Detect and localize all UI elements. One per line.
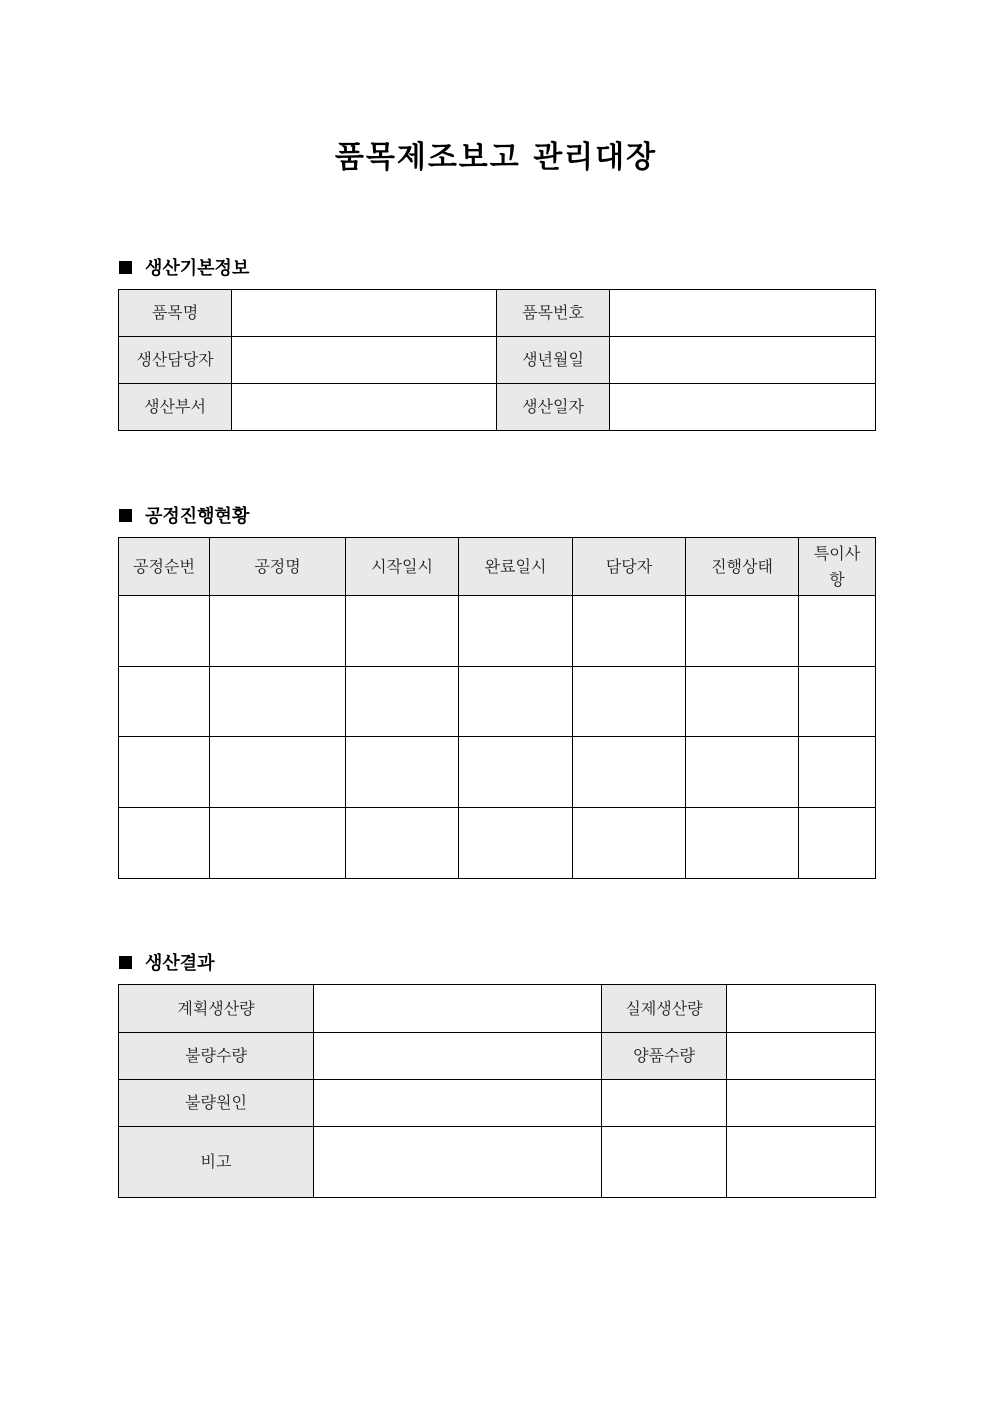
table-cell[interactable]: [459, 596, 573, 667]
actual-qty-field[interactable]: [727, 985, 876, 1033]
actual-qty-label: 실제생산량: [602, 985, 727, 1033]
table-row: [119, 290, 876, 337]
table-row: [119, 667, 876, 737]
col-header-notes: 특이사항: [799, 538, 876, 596]
table-row: [119, 337, 876, 384]
table-cell[interactable]: [346, 596, 459, 667]
table-cell[interactable]: [459, 667, 573, 737]
remarks-field[interactable]: [314, 1127, 602, 1198]
table-cell[interactable]: [727, 1127, 876, 1198]
square-bullet-icon: [119, 261, 132, 274]
good-qty-label: 양품수량: [602, 1033, 727, 1080]
table-cell[interactable]: [210, 808, 346, 879]
table-cell[interactable]: [573, 667, 686, 737]
item-number-field[interactable]: [610, 290, 876, 337]
col-header-start-time: 시작일시: [346, 538, 459, 596]
table-row: [119, 596, 876, 667]
table-header-row: [119, 538, 876, 596]
col-header-process-seq: 공정순번: [119, 538, 210, 596]
planned-qty-field[interactable]: [314, 985, 602, 1033]
result-heading-text: 생산결과: [145, 953, 215, 974]
square-bullet-icon: [119, 509, 132, 522]
birth-date-field[interactable]: [610, 337, 876, 384]
basic-info-table: [118, 289, 876, 431]
table-row: [119, 808, 876, 879]
table-cell[interactable]: [799, 596, 876, 667]
col-header-assignee: 담당자: [573, 538, 686, 596]
production-manager-label: 생산담당자: [119, 337, 232, 384]
table-row: [119, 737, 876, 808]
process-table: [118, 537, 876, 879]
table-cell[interactable]: [602, 1080, 727, 1127]
square-bullet-icon: [119, 956, 132, 969]
process-heading: [119, 502, 249, 528]
table-cell[interactable]: [686, 667, 799, 737]
basic-info-heading-text: 생산기본정보: [145, 258, 250, 279]
table-cell[interactable]: [799, 808, 876, 879]
table-row: [119, 985, 876, 1033]
table-cell[interactable]: [686, 737, 799, 808]
table-row: [119, 384, 876, 431]
process-heading-text: 공정진행현황: [145, 506, 250, 527]
remarks-label: 비고: [119, 1127, 314, 1198]
result-heading: [119, 949, 215, 975]
item-name-field[interactable]: [232, 290, 497, 337]
table-cell[interactable]: [119, 596, 210, 667]
table-cell[interactable]: [210, 737, 346, 808]
table-cell[interactable]: [119, 737, 210, 808]
production-date-label: 생산일자: [497, 384, 610, 431]
table-cell[interactable]: [210, 667, 346, 737]
col-header-process-name: 공정명: [210, 538, 346, 596]
table-cell[interactable]: [119, 808, 210, 879]
table-cell[interactable]: [346, 808, 459, 879]
birth-date-label: 생년월일: [497, 337, 610, 384]
production-dept-label: 생산부서: [119, 384, 232, 431]
basic-info-heading: [119, 254, 249, 280]
table-cell[interactable]: [573, 737, 686, 808]
col-header-end-time: 완료일시: [459, 538, 573, 596]
table-cell[interactable]: [346, 737, 459, 808]
table-cell[interactable]: [602, 1127, 727, 1198]
item-number-label: 품목번호: [497, 290, 610, 337]
table-cell[interactable]: [799, 667, 876, 737]
table-cell[interactable]: [686, 596, 799, 667]
production-manager-field[interactable]: [232, 337, 497, 384]
planned-qty-label: 계획생산량: [119, 985, 314, 1033]
production-date-field[interactable]: [610, 384, 876, 431]
table-row: [119, 1080, 876, 1127]
table-cell[interactable]: [119, 667, 210, 737]
result-table: [118, 984, 876, 1198]
good-qty-field[interactable]: [727, 1033, 876, 1080]
defect-cause-field[interactable]: [314, 1080, 602, 1127]
table-row: [119, 1127, 876, 1198]
col-header-status: 진행상태: [686, 538, 799, 596]
defect-qty-label: 불량수량: [119, 1033, 314, 1080]
table-cell[interactable]: [799, 737, 876, 808]
production-dept-field[interactable]: [232, 384, 497, 431]
document-title: 품목제조보고 관리대장: [334, 140, 658, 175]
table-cell[interactable]: [573, 596, 686, 667]
table-cell[interactable]: [686, 808, 799, 879]
table-cell[interactable]: [459, 737, 573, 808]
item-name-label: 품목명: [119, 290, 232, 337]
table-cell[interactable]: [459, 808, 573, 879]
table-cell[interactable]: [210, 596, 346, 667]
table-cell[interactable]: [573, 808, 686, 879]
table-cell[interactable]: [346, 667, 459, 737]
table-cell[interactable]: [727, 1080, 876, 1127]
table-row: [119, 1033, 876, 1080]
defect-cause-label: 불량원인: [119, 1080, 314, 1127]
defect-qty-field[interactable]: [314, 1033, 602, 1080]
